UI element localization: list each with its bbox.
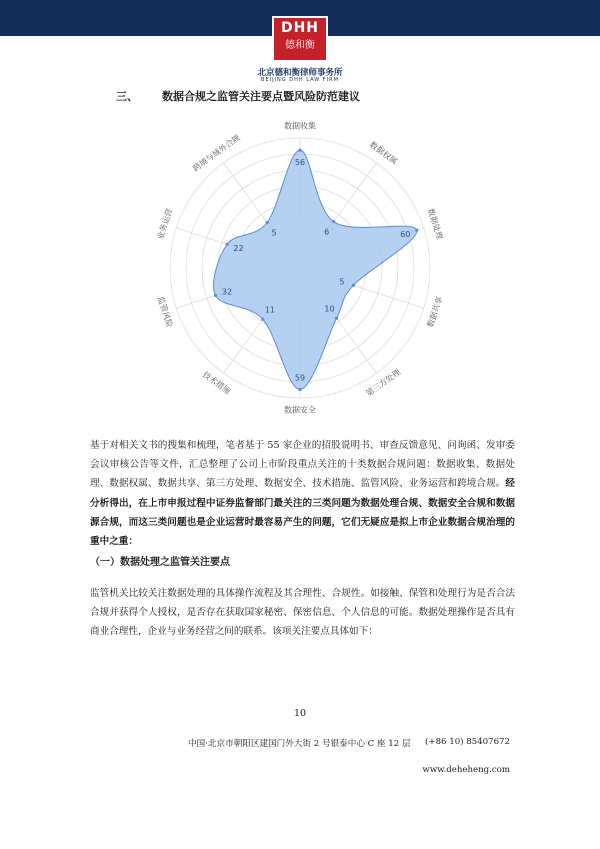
category-label: 业务运营 [155,207,175,241]
axis-spoke [329,163,376,228]
data-label: 60 [400,229,411,239]
data-label: 10 [324,304,335,314]
data-point [332,220,335,223]
category-label: 数据安全 [284,405,316,415]
radar-chart [150,118,450,418]
category-label: 数据处理 [425,207,445,241]
footer-website[interactable]: www.deheheng.com [422,765,510,775]
paragraph-intro-emphasis: 经分析得出，在上市申报过程中证券监督部门最关注的三类问题为数据处理合规、数据安全合规和数据源合规，而这三类问题也是企业运营时最容易产生的问题，它们无疑应是拟上市企业数据合规治理的重中之重： [90,478,515,548]
paragraph-intro [90,436,515,551]
category-label: 数据权属 [367,140,400,167]
section-number: 三、 [116,90,138,103]
section-heading [116,88,360,104]
data-label: 59 [294,373,306,383]
data-point [298,388,301,391]
logo-text: DHH [280,20,320,36]
sub-heading: （一）数据处理之监管关注要点 [90,557,230,568]
firm-name-en: BEIJING DHH LAW FIRM [261,77,339,83]
logo-seal: 德和衡 [285,40,315,51]
category-label: 监管风险 [155,295,175,329]
data-point [214,294,217,297]
data-point [225,243,228,246]
data-point [265,221,268,224]
category-label: 数据收集 [284,121,316,131]
data-point [415,228,418,231]
category-label: 跨境与域外合规 [191,132,242,174]
footer-phone: (+86 10) 85407672 [425,737,510,747]
data-label: 5 [339,277,345,287]
section-title: 数据合规之监管关注要点暨风险防范建议 [162,90,360,103]
data-point [298,149,301,152]
paragraph-intro-text: 基于对相关文书的搜集和梳理，笔者基于 55 家企业的招股说明书、审查反馈意见、问询函、发审委会议审核公告等文件，汇总整理了公司上市阶段重点关注的十类数据合规问题：数据收集、数据处理、数据权属、数据共享、第三方处理、数据安全、技术措施、监管风险、业务运营和跨境合规。 [90,440,515,490]
category-label: 技术措施 [200,369,233,396]
firm-name-cn: 北京德和衡律师事务所 [257,68,343,78]
data-label: 5 [271,228,277,238]
page-number: 10 [293,708,307,719]
paragraph-processing: 监管机关比较关注数据处理的具体操作流程及其合理性、合规性。如接触、保管和处理行为是否合法合规并获得个人授权，是否存在获取国家秘密、保密信息、个人信息的可能。数据处理操作是否具有商业合理性，企业与业务经营之间的联系。该项关注要点具体如下： [90,588,515,638]
data-label: 22 [233,244,244,254]
data-label: 11 [264,305,275,315]
data-label: 32 [221,287,233,297]
category-label: 第三方处理 [364,367,403,399]
series-area [214,150,417,389]
data-point [261,318,264,321]
axis-spoke [224,163,271,228]
data-label: 56 [294,158,306,168]
firm-logo [272,16,328,62]
data-point [335,317,338,320]
data-label: 6 [324,227,330,237]
data-point [352,284,355,287]
footer-address: 中国·北京市朝阳区建国门外大街 2 号银泰中心 C 座 12 层 [188,739,411,749]
category-label: 数据共享 [425,295,445,329]
